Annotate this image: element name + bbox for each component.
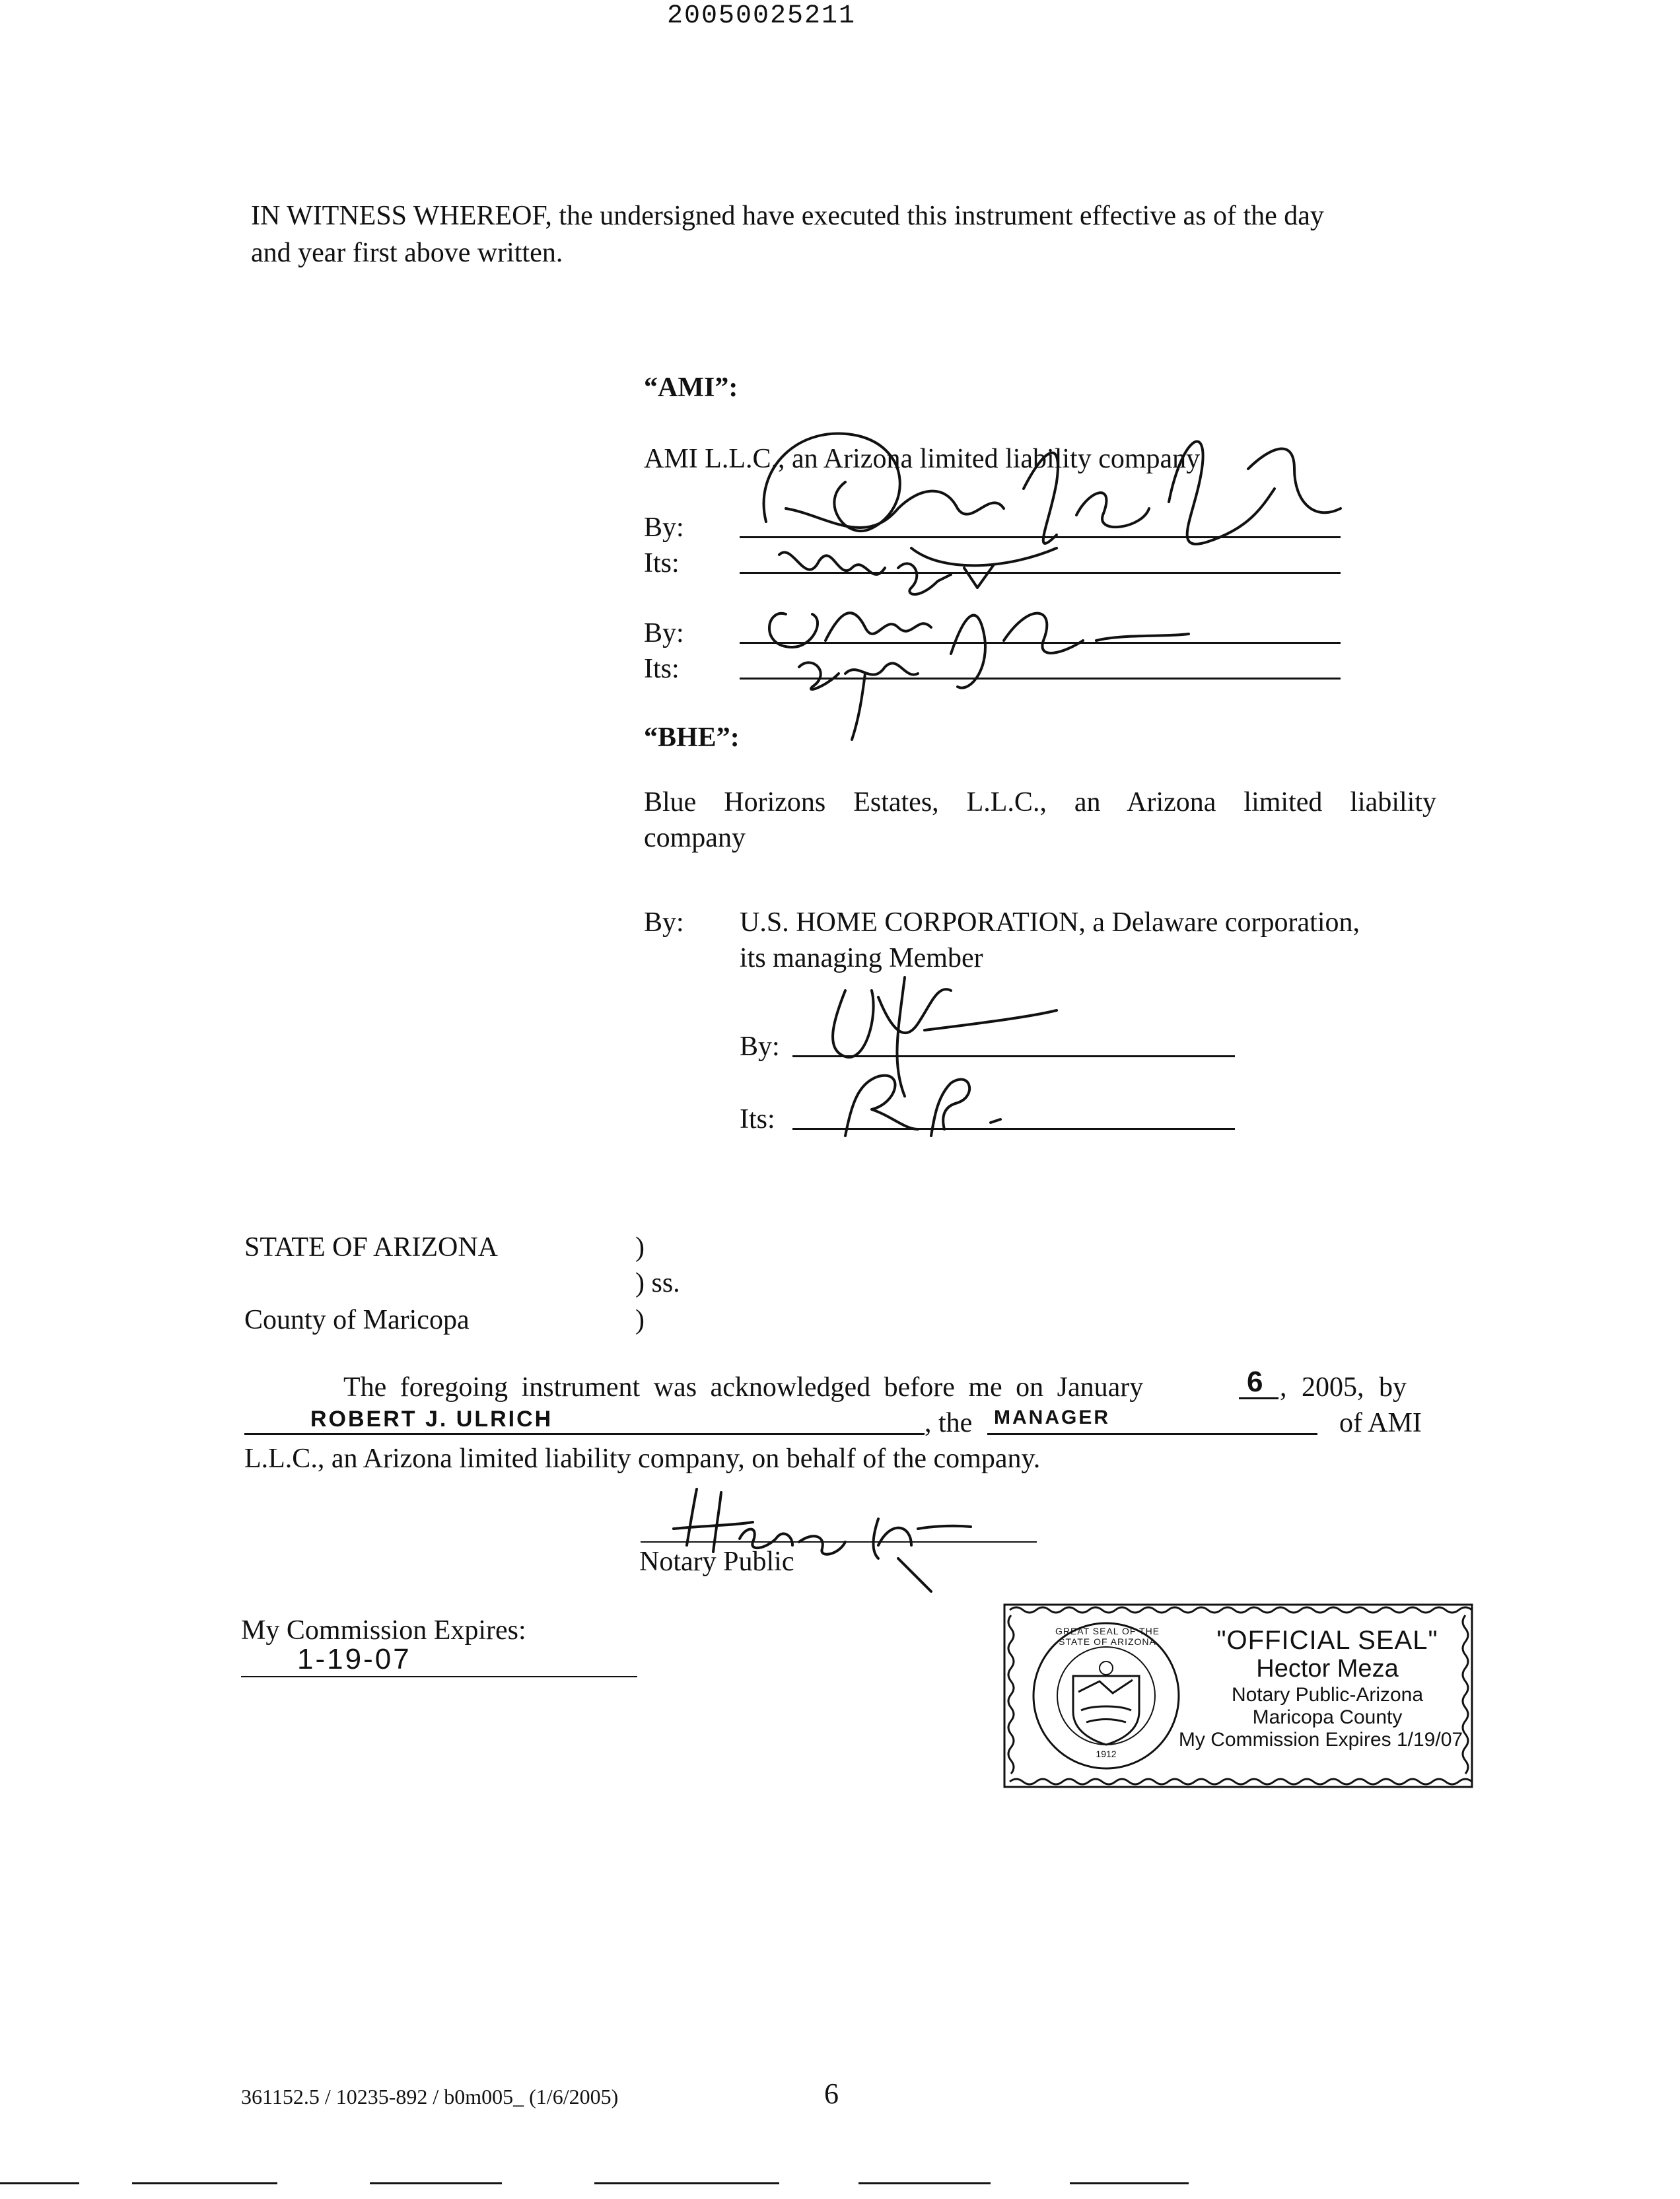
ack-title-handwritten: MANAGER (994, 1407, 1110, 1428)
ack-line-1-end: , 2005, by (1280, 1372, 1407, 1403)
ack-line-1: The foregoing instrument was acknowledged before me on January (343, 1372, 1144, 1403)
venue-state: STATE OF ARIZONA (244, 1232, 498, 1263)
ami-by-label-1: By: (644, 512, 684, 543)
bhe-by-label: By: (644, 907, 684, 938)
seal-title: "OFFICIAL SEAL" (1216, 1626, 1438, 1655)
seal-line-2: Maricopa County (1252, 1706, 1403, 1728)
commission-date-handwritten: 1-19-07 (297, 1643, 411, 1675)
venue-ss: ) ss. (635, 1268, 680, 1298)
ack-title-blank (987, 1433, 1317, 1435)
seal-line-1: Notary Public-Arizona (1231, 1684, 1424, 1706)
bhe-member-line-1: U.S. HOME CORPORATION, a Delaware corporation, (740, 907, 1360, 938)
ami-its-handwriting-2 (786, 647, 984, 753)
document-number: 20050025211 (667, 1, 857, 31)
witness-line-1: IN WITNESS WHEREOF, the undersigned have executed this instrument effective as of the day (251, 201, 1324, 231)
ack-of-text: of AMI (1339, 1408, 1422, 1438)
venue-paren-1: ) (635, 1232, 645, 1263)
ack-line-3: L.L.C., an Arizona limited liability company, on behalf of the company. (244, 1444, 1041, 1474)
page-number: 6 (824, 2077, 839, 2110)
official-seal-stamp (1000, 1599, 1476, 1792)
ami-by-label-2: By: (644, 618, 684, 648)
bhe-member-line-2: its managing Member (740, 943, 983, 973)
bhe-entity-line-2: company (644, 823, 746, 853)
ami-its-label-1: Its: (644, 548, 680, 578)
ack-the-text: , the (925, 1408, 973, 1438)
bhe-heading: “BHE”: (644, 722, 740, 753)
witness-line-2: and year first above written. (251, 238, 563, 268)
seal-line-3: My Commission Expires 1/19/07 (1178, 1729, 1463, 1751)
commission-label: My Commission Expires: (241, 1615, 526, 1646)
notary-label: Notary Public (639, 1547, 794, 1577)
seal-ring-text: GREAT SEAL OF THE STATE OF ARIZONA (1055, 1626, 1160, 1647)
venue-county: County of Maricopa (244, 1305, 470, 1335)
bhe-its-label: Its: (740, 1104, 775, 1134)
venue-paren-3: ) (635, 1305, 645, 1335)
scan-edge-marks (0, 2179, 1680, 2199)
ami-its-label-2: Its: (644, 654, 680, 684)
ack-name-blank (244, 1433, 925, 1435)
commission-date-line (241, 1676, 637, 1677)
bhe-its-handwriting (819, 1057, 1030, 1149)
footer-doc-ref: 361152.5 / 10235-892 / b0m005_ (1/6/2005) (241, 2085, 619, 2109)
bhe-entity-line-1: Blue Horizons Estates, L.L.C., an Arizona limited liability (644, 787, 1436, 818)
notary-signature-line (641, 1541, 1037, 1543)
ami-heading: “AMI”: (644, 372, 738, 403)
seal-notary-name: Hector Meza (1256, 1655, 1399, 1683)
ack-day-handwritten: 6 (1247, 1366, 1265, 1398)
bhe-by-label-2: By: (740, 1031, 780, 1062)
ack-name-handwritten: ROBERT J. ULRICH (310, 1407, 553, 1432)
seal-year: 1912 (1096, 1749, 1117, 1759)
ami-entity: AMI L.L.C., an Arizona limited liability company (644, 444, 1201, 474)
